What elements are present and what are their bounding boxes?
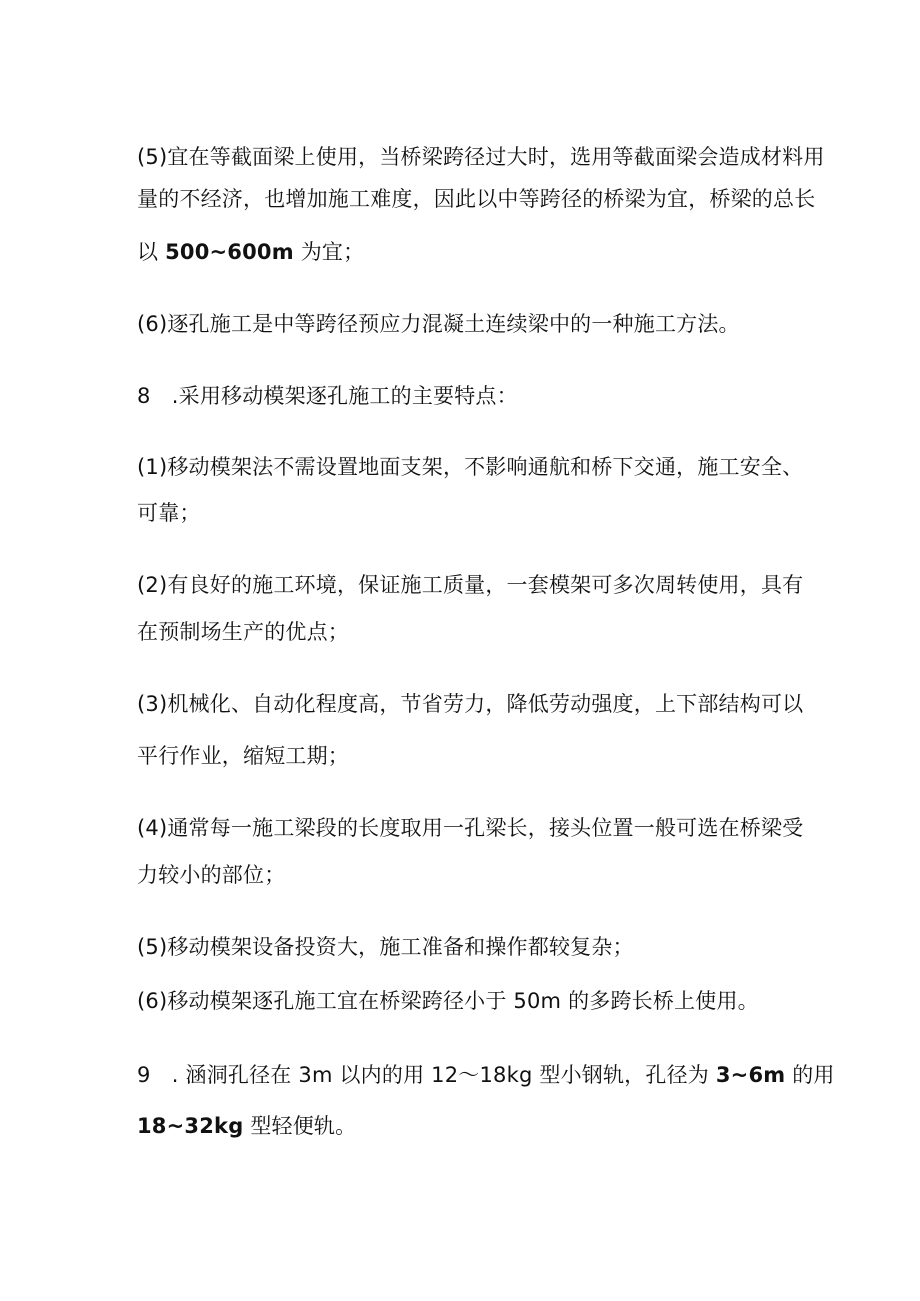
paragraph-h8-line-1 (137, 381, 518, 411)
paragraph-h9-line-2 (137, 1111, 356, 1141)
paragraph-i3-line-1 (137, 689, 803, 719)
paragraph-i3-line-2 (137, 741, 349, 771)
paragraph-p6-line-1 (137, 309, 740, 339)
paragraph-i2-line-1 (137, 570, 803, 600)
text-run: (5)移动模架设备投资大，施工准备和操作都较复杂； (137, 935, 634, 959)
bold-text: 3~6m (715, 1063, 786, 1087)
text-run: 以 (137, 240, 166, 264)
text-run: 9 . 涵洞孔径在 3m 以内的用 12～18kg 型小钢轨，孔径为 (137, 1063, 716, 1087)
text-run: 的用 (785, 1063, 835, 1087)
paragraph-i4-line-2 (137, 860, 285, 890)
paragraph-i5-line-1 (137, 932, 634, 962)
paragraph-i6-line-1 (137, 986, 759, 1016)
text-run: (4)通常每一施工梁段的长度取用一孔梁长，接头位置一般可选在桥梁受 (137, 816, 804, 840)
text-run: (2)有良好的施工环境，保证施工质量，一套模架可多次周转使用，具有 (137, 573, 804, 597)
text-run: (6)逐孔施工是中等跨径预应力混凝土连续梁中的一种施工方法。 (137, 312, 740, 336)
bold-text: 500~600m (165, 240, 294, 264)
text-run: 平行作业，缩短工期； (137, 744, 349, 768)
paragraph-p5-line-2 (137, 184, 815, 214)
text-run: 在预制场生产的优点； (137, 620, 349, 644)
text-run: 量的不经济，也增加施工难度，因此以中等跨径的桥梁为宜，桥梁的总长 (137, 187, 816, 211)
paragraph-i2-line-2 (137, 617, 349, 647)
text-run: 型轻便轨。 (243, 1114, 357, 1138)
text-run: 8 .采用移动模架逐孔施工的主要特点： (137, 384, 518, 408)
paragraph-i1-line-1 (137, 452, 803, 482)
text-run: (5)宜在等截面梁上使用，当桥梁跨径过大时，选用等截面梁会造成材料用 (137, 145, 825, 169)
text-run: 可靠； (137, 501, 201, 525)
paragraph-p5-line-1 (137, 142, 825, 172)
text-run: (1)移动模架法不需设置地面支架，不影响通航和桥下交通，施工安全、 (137, 455, 804, 479)
text-run: (3)机械化、自动化程度高，节省劳力，降低劳动强度，上下部结构可以 (137, 692, 804, 716)
text-run: 力较小的部位； (137, 863, 286, 887)
paragraph-i4-line-1 (137, 813, 803, 843)
text-run: 为宜； (293, 240, 365, 264)
paragraph-p5-line-3 (137, 237, 364, 267)
bold-text: 18~32kg (137, 1114, 244, 1138)
text-run: (6)移动模架逐孔施工宜在桥梁跨径小于 50m 的多跨长桥上使用。 (137, 989, 759, 1013)
paragraph-i1-line-2 (137, 498, 201, 528)
paragraph-h9-line-1 (137, 1060, 835, 1090)
